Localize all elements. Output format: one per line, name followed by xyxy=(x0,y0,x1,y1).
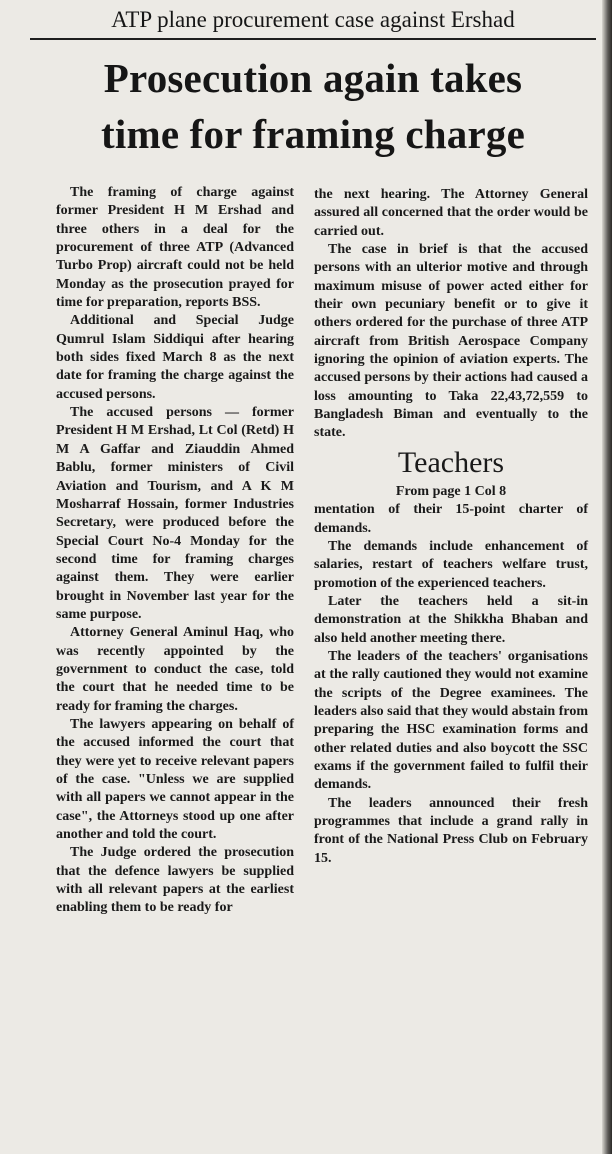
article-paragraph: The Judge ordered the prosecution that the defence lawyers be supplied with all relevant papers at the earliest enabling them to be ready for xyxy=(56,845,294,916)
page-edge xyxy=(602,0,612,1154)
article-column-2 xyxy=(314,186,588,868)
teachers-paragraph: The leaders of the teachers' organisations at the rally cautioned they would not examine the scripts of the Degree examinees. The leaders also said that they would abstain from preparing the HSC examination forms and other related duties and also boycott the SSC exams if the government failed to fulfil their demands. xyxy=(314,648,588,793)
teachers-paragraph: The demands include enhancement of salaries, restart of teachers welfare trust, promotion of the experienced teachers. xyxy=(314,538,588,591)
continuation-line: From page 1 Col 8 xyxy=(395,483,507,499)
headline xyxy=(30,50,596,162)
article-paragraph: The lawyers appearing on behalf of the accused informed the court that they were yet to receive relevant papers of the case. "Unless we are supplied with all papers we cannot appear in the case", the Attorneys stood up one after another and told the court. xyxy=(56,716,294,843)
headline-line-1: Prosecution again takes xyxy=(103,55,523,101)
article-paragraph: The case in brief is that the accused persons with an ulterior motive and through maximum misuse of power acted either for their own pecuniary benefit or to give it others ordered for the purchase of three ATP aircraft from British Aerospace Company ignoring the opinion of aviation experts. The accused persons by their actions had caused a loss amounting to Taka 22,43,72,559 to Bangladesh Biman and eventually to the state. xyxy=(314,242,588,441)
article-paragraph: Attorney General Aminul Haq, who was recently appointed by the government to conduct the case, told the court that he needed time to be ready for framing the charges. xyxy=(56,625,294,714)
article-paragraph: the next hearing. The Attorney General assured all concerned that the order would be carried out. xyxy=(314,187,588,239)
teachers-paragraph: The leaders announced their fresh programmes that include a grand rally in front of the National Press Club on February 15. xyxy=(314,795,588,866)
kicker-rule xyxy=(30,38,596,40)
teachers-paragraph: mentation of their 15-point charter of demands. xyxy=(314,502,588,536)
teachers-paragraph: Later the teachers held a sit-in demonstration at the Shikkha Bhaban and also held another meeting there. xyxy=(314,593,588,646)
teachers-subhead: Teachers xyxy=(397,445,505,479)
kicker-line: ATP plane procurement case against Ershad xyxy=(111,7,515,32)
article-paragraph: The framing of charge against former President H M Ershad and three others in a deal for the procurement of three ATP (Advanced Turbo Prop) aircraft could not be held Monday as the prosecution prayed for time for preparation, reports BSS. xyxy=(56,185,294,311)
article-paragraph: Additional and Special Judge Qumrul Islam Siddiqui after hearing both sides fixed March 8 as the next date for framing the charge against the accused persons. xyxy=(56,313,294,402)
article-column-1 xyxy=(56,184,294,918)
headline-line-2: time for framing charge xyxy=(101,111,525,157)
article-paragraph: The accused persons — former President H M Ershad, Lt Col (Retd) H M A Gaffar and Ziauddin Ahmed Bablu, former ministers of Civil Aviation and Tourism, and A K M Mosharraf Hossain, former Industries Secretary, were produced before the Special Court No-4 Monday for the second time for framing charges against them. They were earlier brought in November last year for the same purpose. xyxy=(56,405,294,622)
